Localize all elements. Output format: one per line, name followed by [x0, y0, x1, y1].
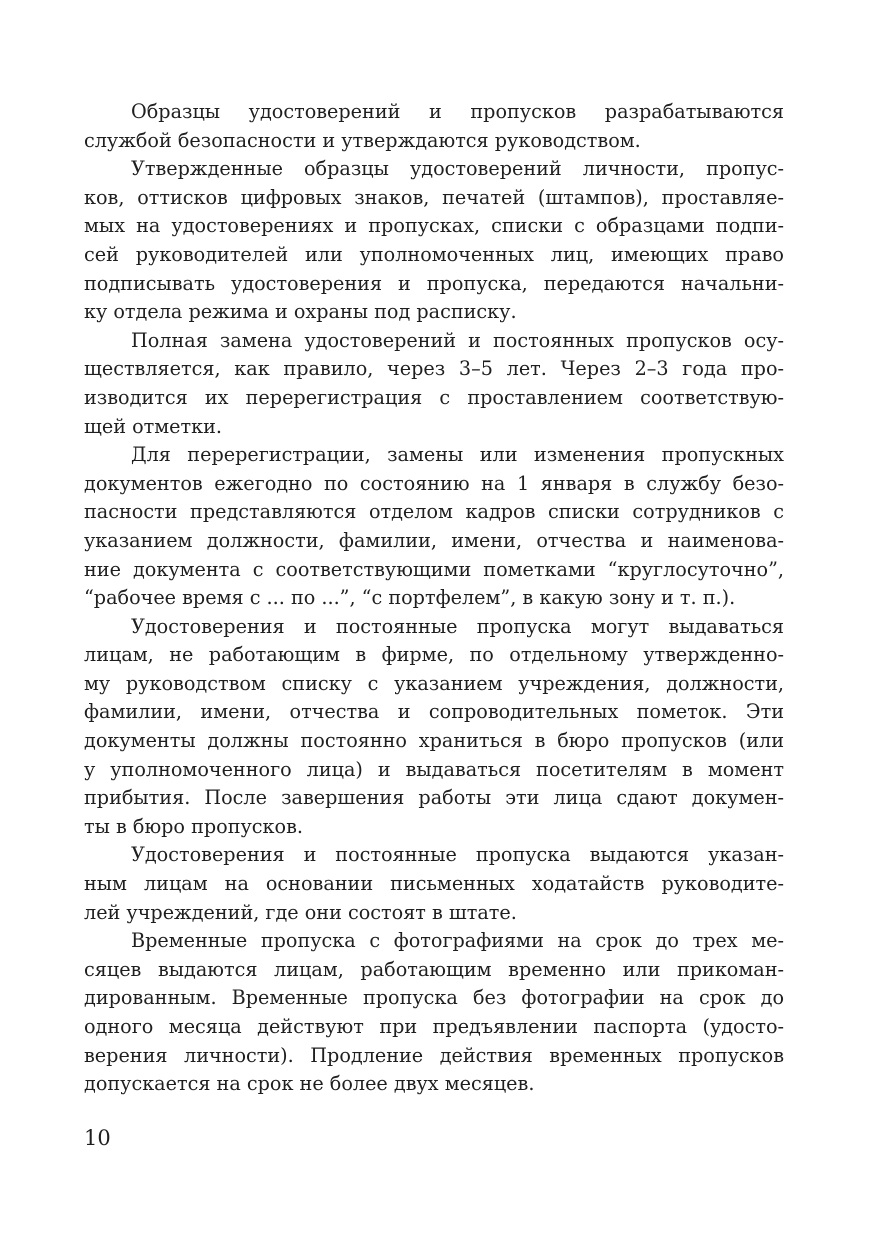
- text-line: фамилии, имени, отчества и сопроводительных пометок. Эти: [84, 700, 784, 724]
- text-line: службой безопасности и утверждаются руководством.: [84, 128, 641, 152]
- paragraph: [84, 327, 784, 441]
- paragraph: [84, 98, 784, 155]
- text-line: изводится их перерегистрация с проставлением соответствую-: [84, 385, 784, 409]
- page-number: 10: [84, 1126, 111, 1150]
- text-line: прибытия. После завершения работы эти лица сдают докумен-: [84, 786, 784, 810]
- text-line: “рабочее время с ... по ...”, “с портфелем”, в какую зону и т. п.).: [84, 586, 736, 610]
- text-line: Утвержденные образцы удостоверений личности, пропус-: [131, 157, 784, 181]
- text-line: документы должны постоянно храниться в бюро пропусков (или: [84, 729, 784, 753]
- paragraph: [84, 613, 784, 842]
- text-line: ты в бюро пропусков.: [84, 814, 303, 838]
- text-line: щей отметки.: [84, 414, 223, 438]
- text-line: дированным. Временные пропуска без фотографии на срок до: [84, 986, 784, 1010]
- paragraph: [84, 155, 784, 327]
- text-line: лицам, не работающим в фирме, по отдельному утвержденно-: [84, 643, 784, 667]
- text-line: Удостоверения и постоянные пропуска выдаются указан-: [131, 843, 784, 867]
- text-line: Полная замена удостоверений и постоянных пропусков осу-: [131, 328, 784, 352]
- text-line: у уполномоченного лица) и выдаваться посетителям в момент: [84, 757, 784, 781]
- text-line: указанием должности, фамилии, имени, отчества и наименова-: [84, 528, 784, 552]
- paragraph: [84, 441, 784, 613]
- body-text: [84, 98, 784, 1099]
- text-line: лей учреждений, где они состоят в штате.: [84, 900, 517, 924]
- text-line: сей руководителей или уполномоченных лиц, имеющих право: [84, 242, 784, 266]
- text-line: ков, оттисков цифровых знаков, печатей (штампов), проставляе-: [84, 185, 784, 209]
- text-line: Образцы удостоверений и пропусков разрабатываются: [131, 100, 784, 123]
- text-line: ным лицам на основании письменных ходатайств руководите-: [84, 872, 784, 896]
- text-line: мых на удостоверениях и пропусках, списки с образцами подпи-: [84, 214, 784, 238]
- paragraph: [84, 841, 784, 927]
- text-line: ку отдела режима и охраны под расписку.: [84, 300, 517, 324]
- text-line: Временные пропуска с фотографиями на срок до трех ме-: [131, 929, 784, 953]
- text-line: Для перерегистрации, замены или изменения пропускных: [131, 443, 784, 467]
- text-line: подписывать удостоверения и пропуска, передаются начальни-: [84, 271, 784, 295]
- paragraph: [84, 927, 784, 1099]
- text-line: одного месяца действуют при предъявлении паспорта (удосто-: [84, 1015, 784, 1038]
- text-line: сяцев выдаются лицам, работающим временно или прикоман-: [84, 957, 784, 981]
- text-line: му руководством списку с указанием учреждения, должности,: [84, 671, 784, 695]
- text-line: пасности представляются отделом кадров списки сотрудников с: [84, 500, 784, 524]
- text-line: Удостоверения и постоянные пропуска могут выдаваться: [131, 614, 784, 638]
- text-line: ществляется, как правило, через 3–5 лет. Через 2–3 года про-: [84, 357, 784, 381]
- text-line: ние документа с соответствующими пометками “круглосуточно”,: [84, 557, 784, 581]
- text-line: документов ежегодно по состоянию на 1 января в службу безо-: [84, 471, 784, 495]
- text-line: допускается на срок не более двух месяцев.: [84, 1072, 535, 1096]
- text-line: верения личности). Продление действия временных пропусков: [84, 1043, 784, 1067]
